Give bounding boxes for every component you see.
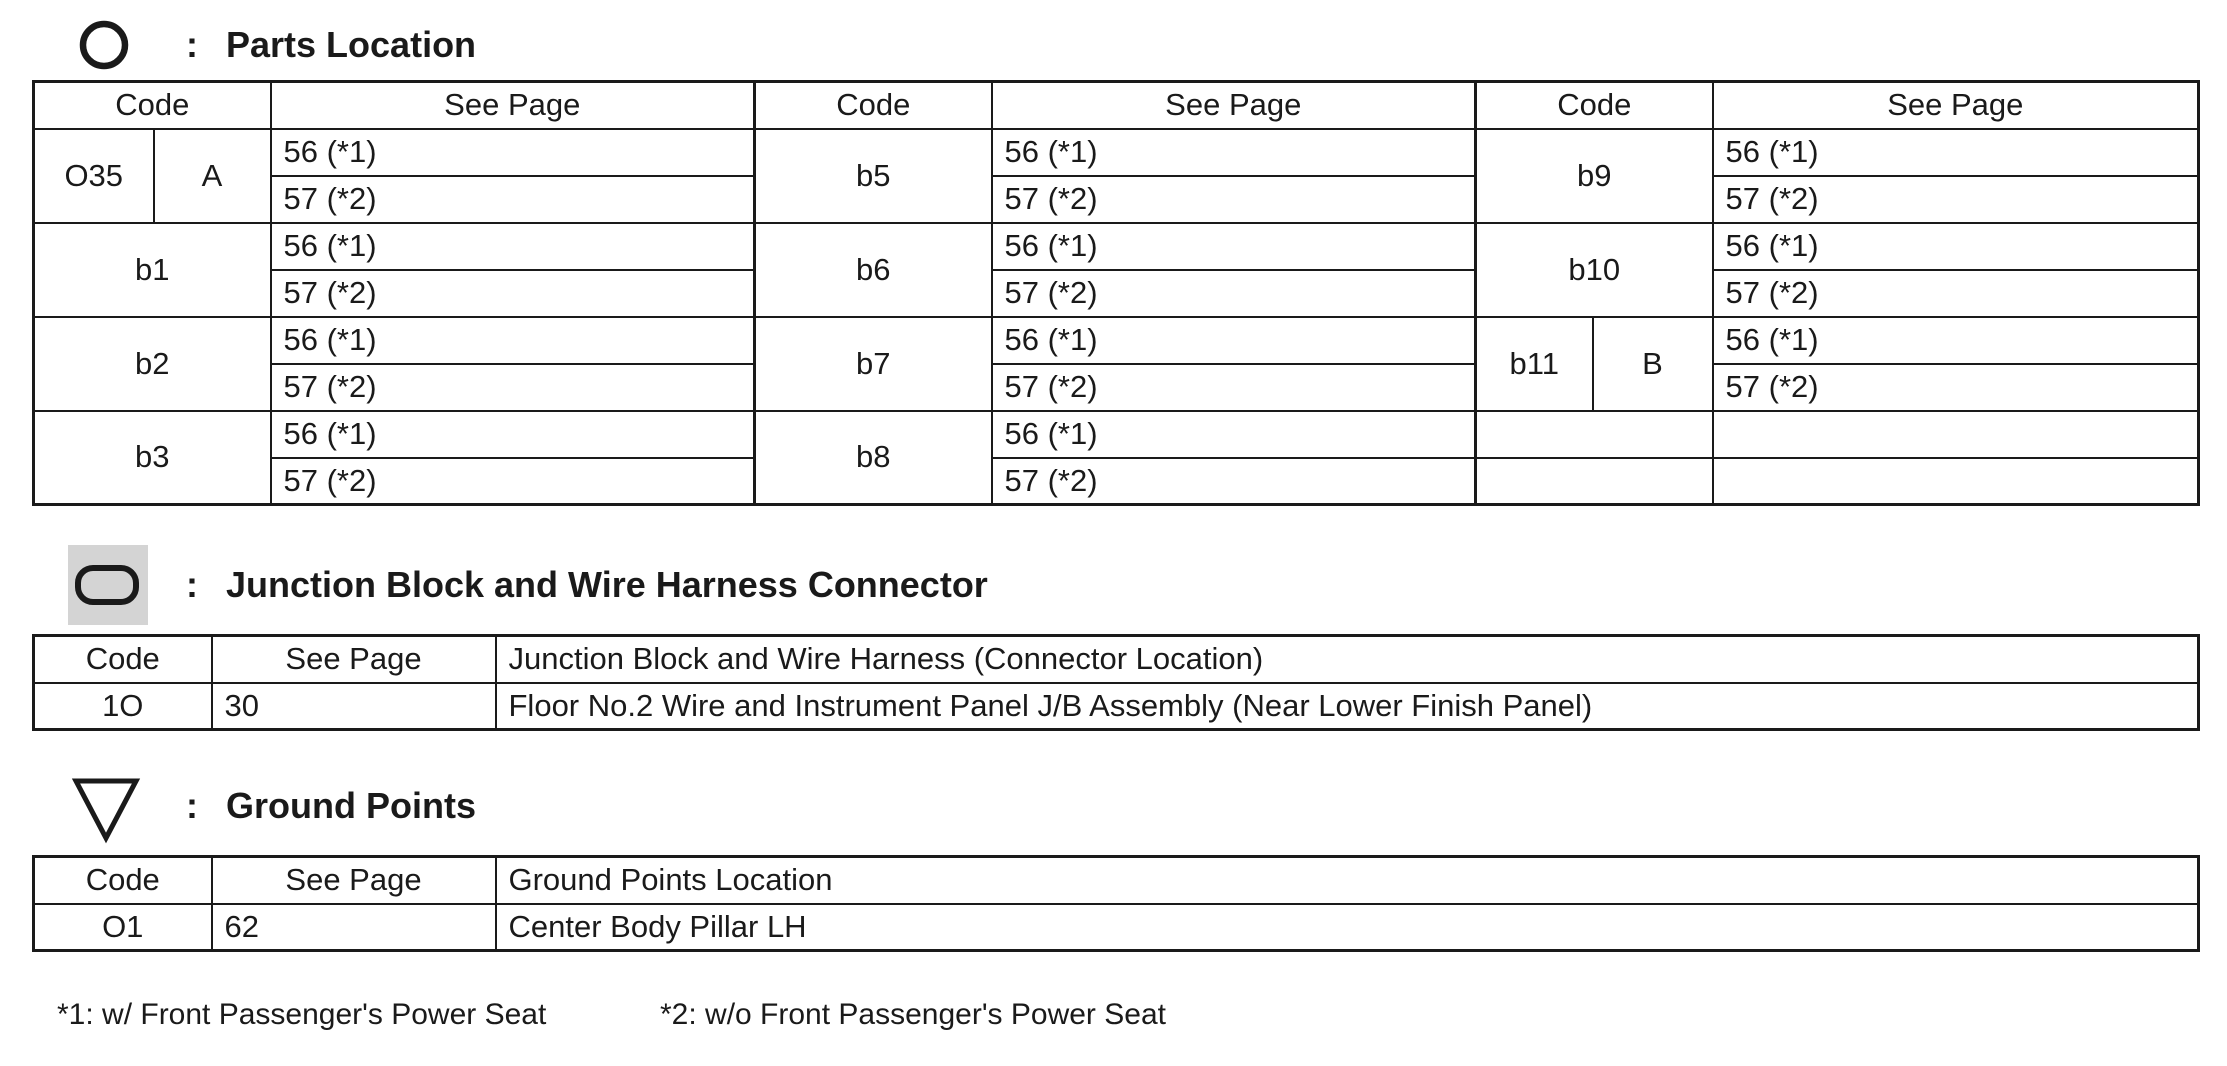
column-header-code: Code [34, 636, 212, 683]
column-header-code: Code [34, 857, 212, 904]
ground-points-table [32, 855, 2200, 952]
empty-cell [1713, 411, 2199, 458]
see-page-value: 57 (*2) [1713, 270, 2199, 317]
column-header-location: Junction Block and Wire Harness (Connector Location) [496, 636, 2199, 683]
ground-points-heading [68, 766, 476, 846]
see-page-value: 57 (*2) [992, 458, 1476, 505]
see-page-value: 56 (*1) [271, 317, 755, 364]
table-row [34, 129, 2199, 176]
table-row [34, 317, 2199, 364]
see-page-value: 57 (*2) [271, 270, 755, 317]
see-page-value: 57 (*2) [992, 270, 1476, 317]
section-title: Junction Block and Wire Harness Connector [226, 564, 988, 605]
heading-colon: : [186, 24, 198, 65]
footnote-2: *2: w/o Front Passenger's Power Seat [660, 998, 1166, 1031]
see-page-value: 30 [212, 683, 496, 730]
see-page-value: 56 (*1) [1713, 129, 2199, 176]
down-triangle-icon [68, 766, 148, 846]
column-header-code: Code [1476, 82, 1713, 129]
table-row [34, 904, 2199, 951]
see-page-value: 56 (*1) [1713, 317, 2199, 364]
column-header-see-page: See Page [271, 82, 755, 129]
connector-code: b6 [755, 223, 992, 317]
connector-code: O35 [34, 129, 154, 223]
connector-code: b1 [34, 223, 271, 317]
see-page-value: 57 (*2) [1713, 176, 2199, 223]
heading-colon: : [186, 564, 198, 605]
column-header-location: Ground Points Location [496, 857, 2199, 904]
see-page-value: 57 (*2) [271, 364, 755, 411]
junction-block-table [32, 634, 2200, 731]
circle-icon [68, 5, 148, 85]
table-header-row [34, 636, 2199, 683]
table-row [34, 458, 2199, 505]
connector-sub-code: A [154, 129, 271, 223]
section-title: Parts Location [226, 24, 477, 65]
see-page-value: 56 (*1) [992, 411, 1476, 458]
see-page-value: 56 (*1) [992, 317, 1476, 364]
see-page-value: 56 (*1) [1713, 223, 2199, 270]
table-header-row [34, 857, 2199, 904]
column-header-see-page: See Page [212, 636, 496, 683]
see-page-value: 56 (*1) [271, 223, 755, 270]
empty-cell [1476, 411, 1713, 458]
table-header-row [34, 82, 2199, 129]
connector-sub-code: B [1593, 317, 1713, 411]
column-header-see-page: See Page [212, 857, 496, 904]
connector-code: b11 [1476, 317, 1593, 411]
table-row [34, 411, 2199, 458]
heading-colon: : [186, 785, 198, 826]
ground-code: O1 [34, 904, 212, 951]
see-page-value: 56 (*1) [271, 411, 755, 458]
connector-code: 1O [34, 683, 212, 730]
section-title: Ground Points [226, 785, 476, 826]
connector-code: b9 [1476, 129, 1713, 223]
see-page-value: 57 (*2) [271, 458, 755, 505]
table-row [34, 176, 2199, 223]
see-page-value: 56 (*1) [271, 129, 755, 176]
table-row [34, 364, 2199, 411]
column-header-see-page: See Page [1713, 82, 2199, 129]
location-description: Floor No.2 Wire and Instrument Panel J/B Assembly (Near Lower Finish Panel) [496, 683, 2199, 730]
connector-code: b7 [755, 317, 992, 411]
connector-code: b8 [755, 411, 992, 505]
see-page-value: 56 (*1) [992, 129, 1476, 176]
rounded-rectangle-icon [68, 545, 148, 625]
connector-code: b3 [34, 411, 271, 505]
location-description: Center Body Pillar LH [496, 904, 2199, 951]
see-page-value: 57 (*2) [1713, 364, 2199, 411]
connector-code: b2 [34, 317, 271, 411]
see-page-value: 57 (*2) [992, 364, 1476, 411]
column-header-code: Code [34, 82, 271, 129]
see-page-value: 57 (*2) [271, 176, 755, 223]
empty-cell [1713, 458, 2199, 505]
connector-code: b10 [1476, 223, 1713, 317]
footnote-1: *1: w/ Front Passenger's Power Seat [57, 998, 547, 1031]
table-row [34, 683, 2199, 730]
see-page-value: 57 (*2) [992, 176, 1476, 223]
empty-cell [1476, 458, 1713, 505]
table-row [34, 223, 2199, 270]
connector-code: b5 [755, 129, 992, 223]
see-page-value: 56 (*1) [992, 223, 1476, 270]
table-row [34, 270, 2199, 317]
parts-location-heading [68, 5, 476, 85]
column-header-see-page: See Page [992, 82, 1476, 129]
parts-location-table [32, 80, 2200, 506]
column-header-code: Code [755, 82, 992, 129]
junction-block-heading [68, 545, 988, 625]
see-page-value: 62 [212, 904, 496, 951]
